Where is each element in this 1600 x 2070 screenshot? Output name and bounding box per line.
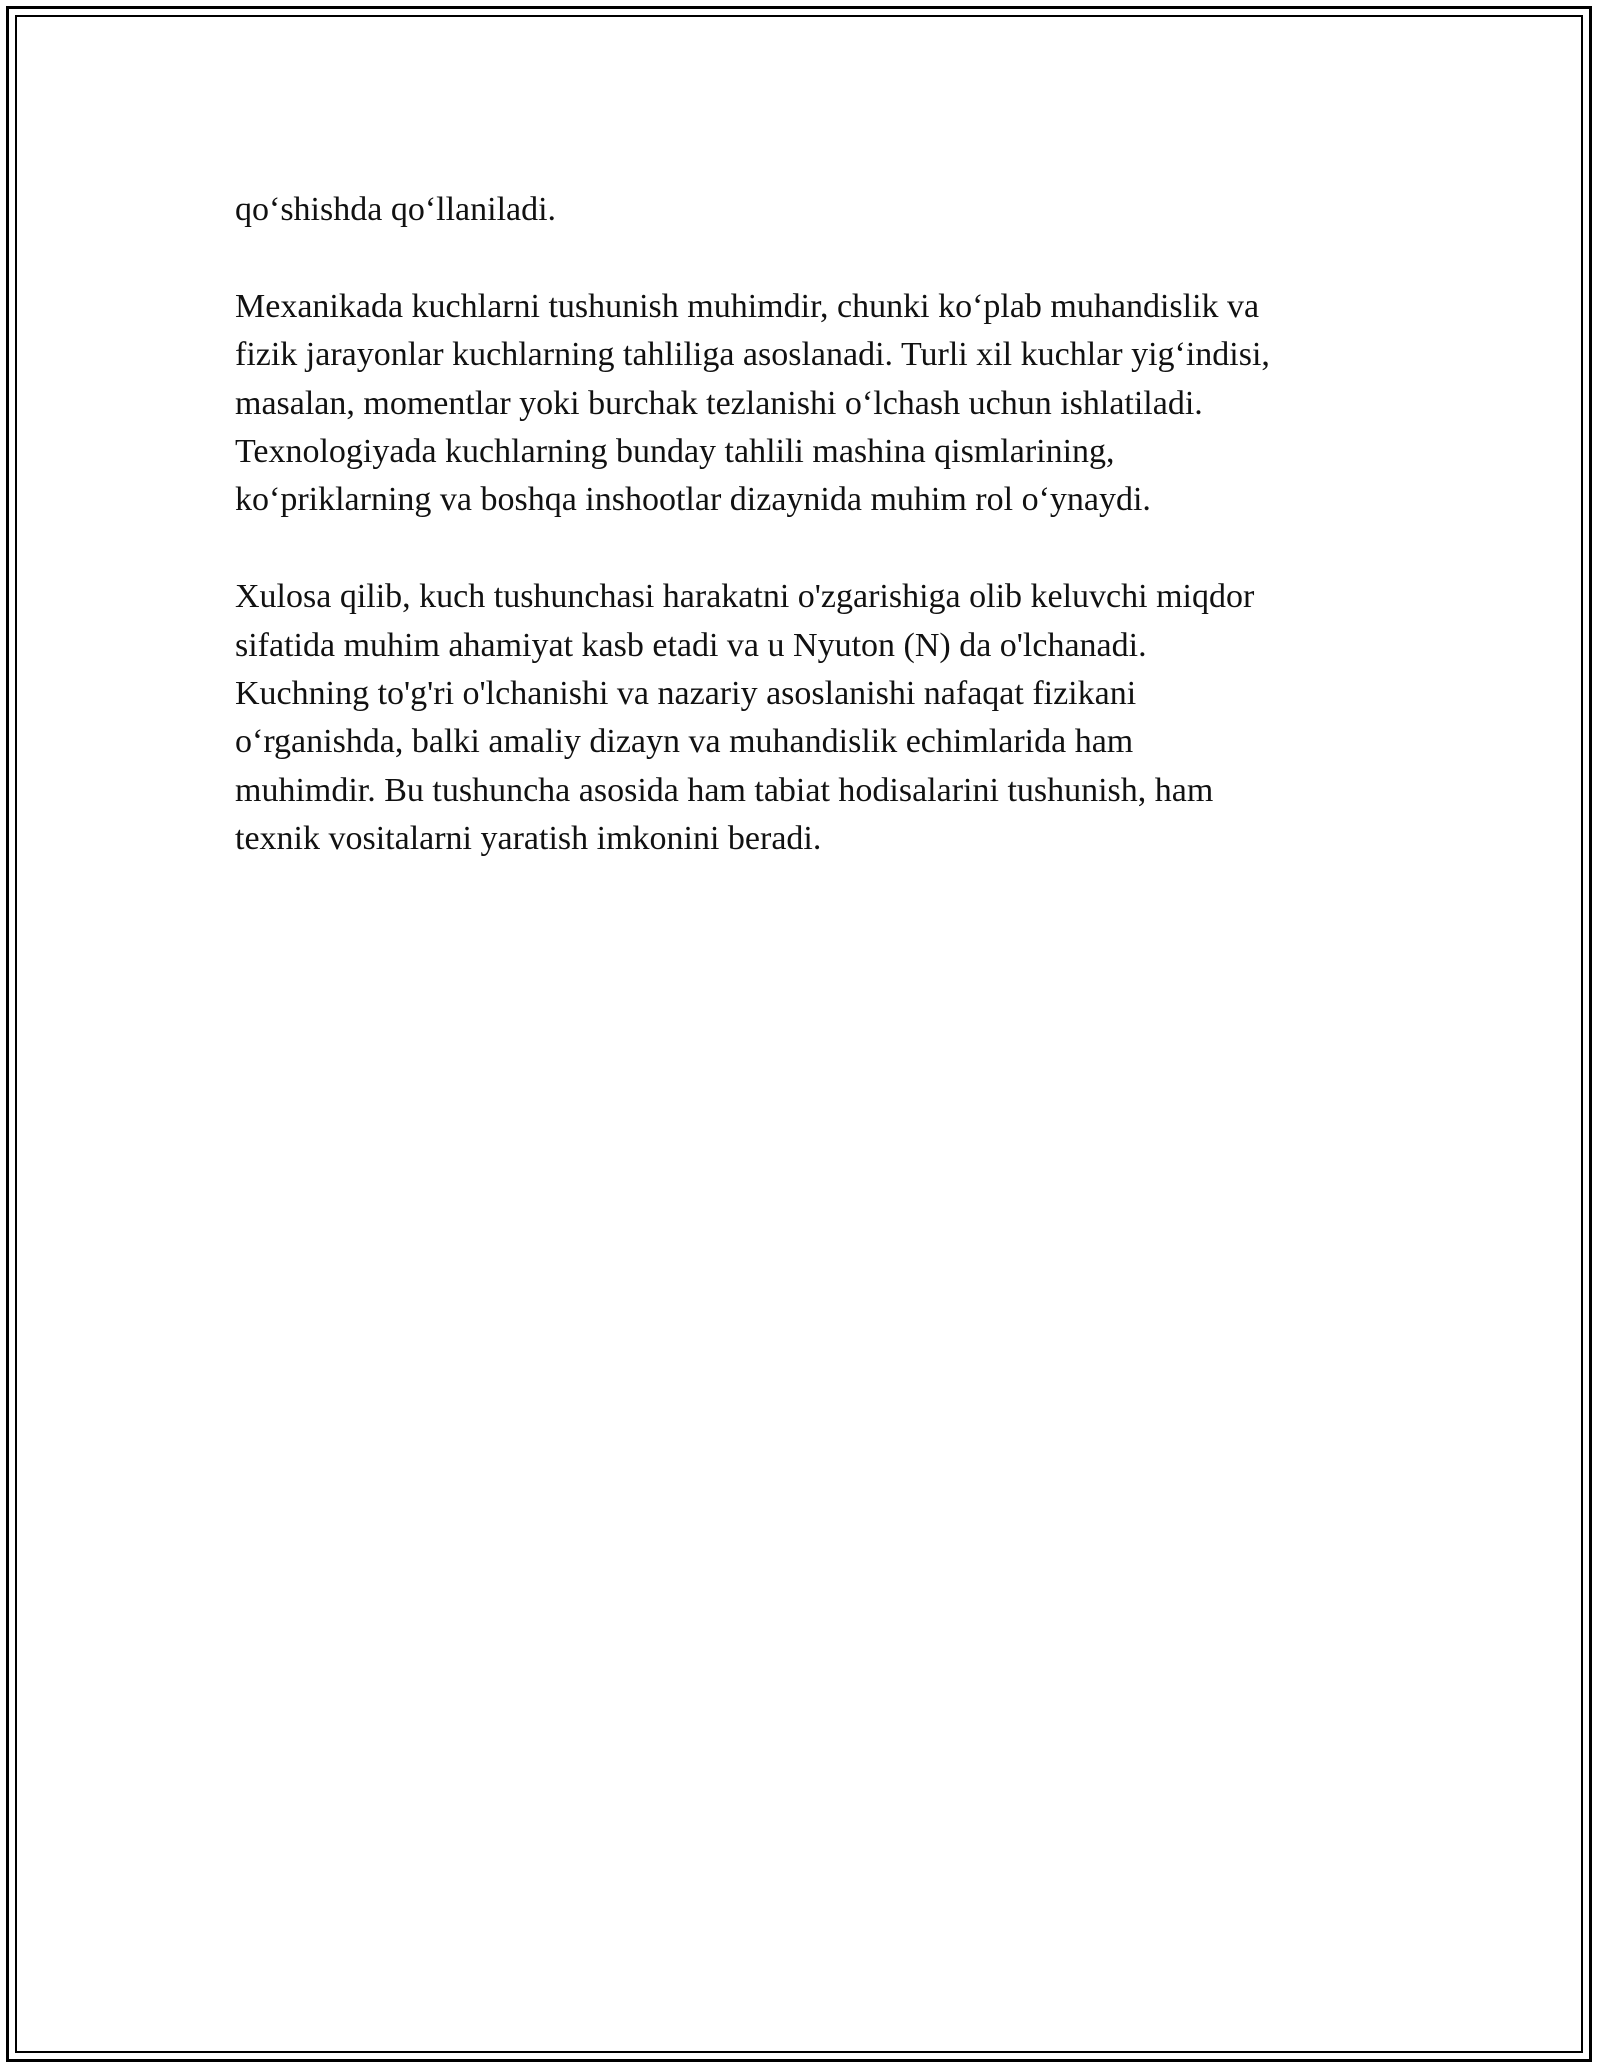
paragraph-conclusion [235, 573, 1375, 863]
text-line: o‘rganishda, balki amaliy dizayn va muhandislik echimlarida ham [235, 723, 1134, 761]
text-line: sifatida muhim ahamiyat kasb etadi va u Nyuton (N) da o'lchanadi. [235, 626, 1147, 664]
text-line: qo‘shishda qo‘llaniladi. [235, 191, 557, 228]
text-line: ko‘priklarning va boshqa inshootlar dizaynida muhim rol o‘ynaydi. [235, 481, 1151, 519]
text-line: fizik jarayonlar kuchlarning tahliliga asoslanadi. Turli xil kuchlar yig‘indisi, [235, 336, 1270, 374]
text-line: Xulosa qilib, kuch tushunchasi harakatni o'zgarishiga olib keluvchi miqdor [235, 578, 1255, 616]
text-line: texnik vositalarni yaratish imkonini beradi. [235, 820, 822, 858]
text-line: masalan, momentlar yoki burchak tezlanishi o‘lchash uchun ishlatiladi. [235, 384, 1203, 422]
text-line: muhimdir. Bu tushuncha asosida ham tabiat hodisalarini tushunish, ham [235, 771, 1214, 809]
text-line: Texnologiyada kuchlarning bunday tahlili mashina qismlarining, [235, 433, 1115, 471]
paragraph-continuation [235, 186, 1375, 234]
text-line: Mexanikada kuchlarni tushunish muhimdir, chunki ko‘plab muhandislik va [235, 287, 1260, 325]
paragraph-mechanics [235, 283, 1375, 525]
text-line: Kuchning to'g'ri o'lchanishi va nazariy asoslanishi nafaqat fizikani [235, 675, 1137, 713]
document-body [235, 186, 1375, 912]
